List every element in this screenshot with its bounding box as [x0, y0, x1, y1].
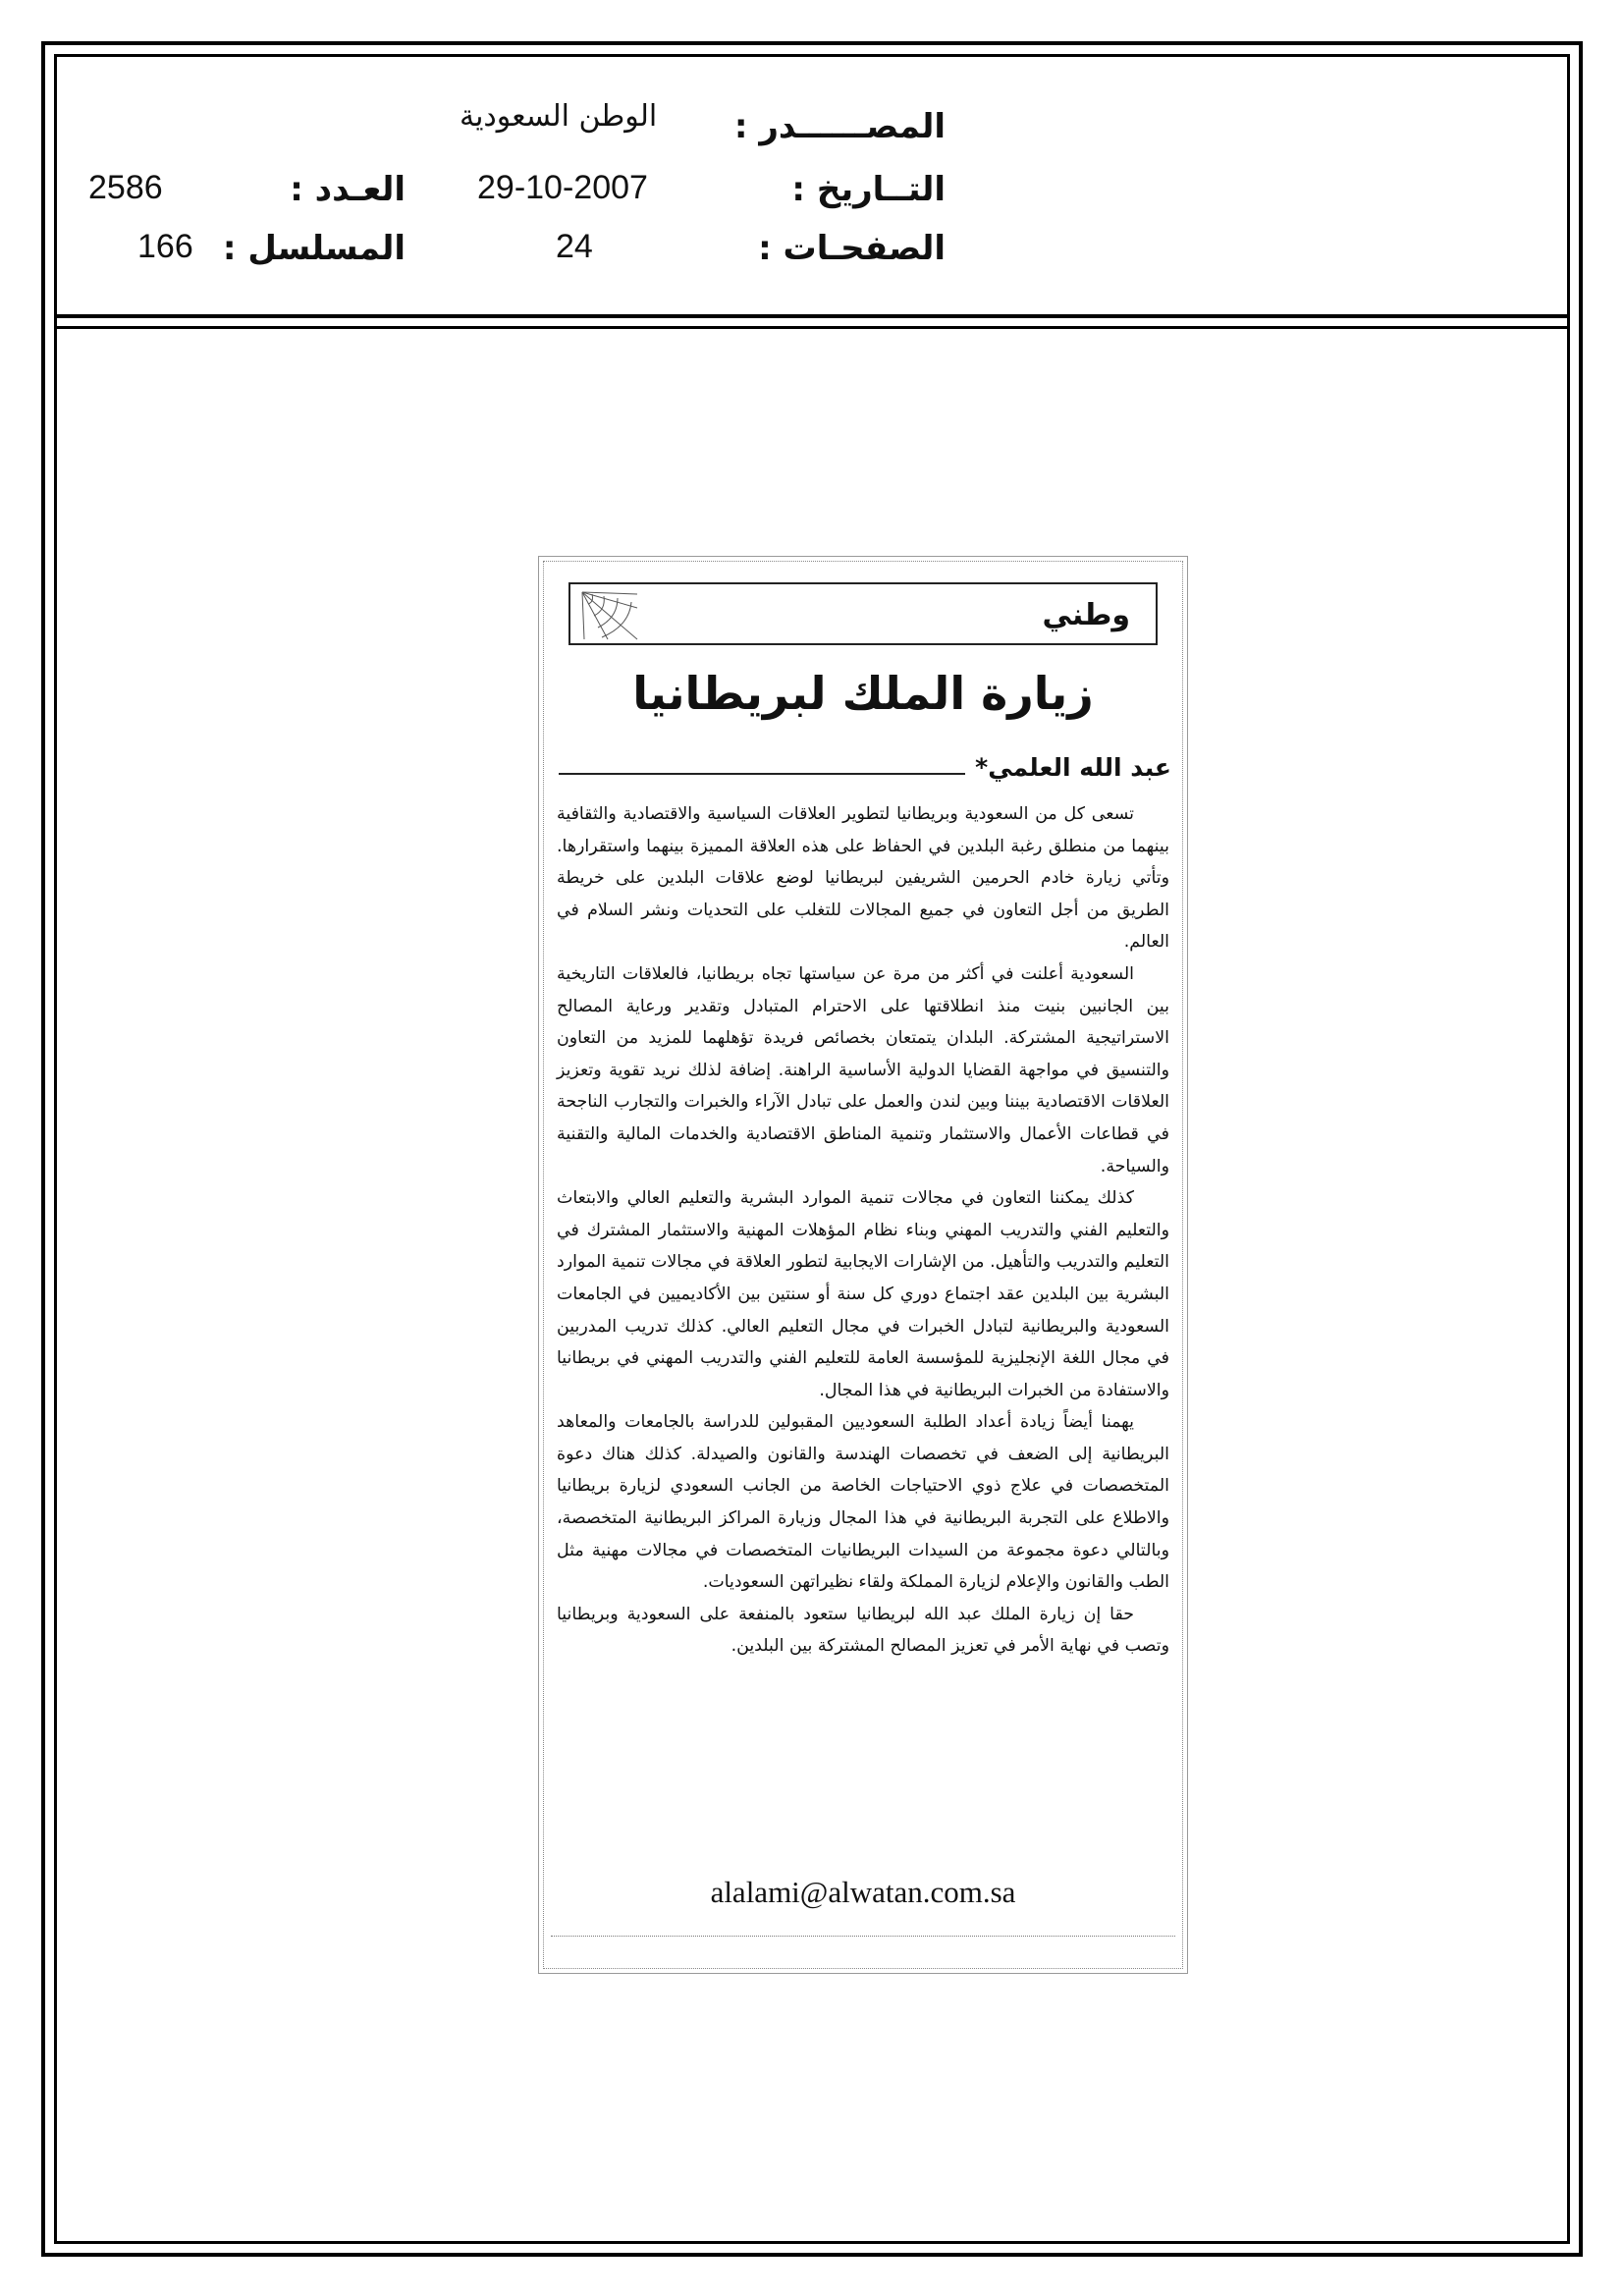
serial-label: المسلسل : — [222, 229, 406, 268]
issue-value: 2586 — [88, 169, 163, 206]
header-divider — [54, 314, 1570, 318]
paragraph-3: كذلك يمكننا التعاون في مجالات تنمية الموارد البشرية والتعليم العالي والابتعاث والتعليم الفني والتدريب المهني وبناء نظام المؤهلات المهنية والاستثمار المشترك في التعليم والتدريب والتأهيل. من الإشارات الايجابية لتطور العلاقة في مجالات تنمية الموارد البشرية بين البلدين عقد اجتماع دوري كل سنة أو سنتين بين الأكاديميين في الجامعات السعودية والبريطانية لتبادل الخبرات في مجال التعليم العالي. كذلك تدريب المدربين في مجال اللغة الإنجليزية للمؤسسة العامة للتعليم الفني والتدريب المهني في بريطانيا والاستفادة من الخبرات البريطانية في هذا المجال. — [557, 1188, 1169, 1400]
serial-value: 166 — [137, 228, 193, 265]
issue-label: العـدد : — [290, 170, 406, 209]
section-title: وطني — [1042, 598, 1130, 632]
byline-rule — [559, 773, 965, 775]
section-banner — [568, 582, 1158, 645]
pages-value: 24 — [556, 228, 593, 265]
article-body — [557, 798, 1169, 1663]
paragraph-1: تسعى كل من السعودية وبريطانيا لتطوير العلاقات السياسية والاقتصادية والثقافية بينهما من منطلق رغبة البلدين في الحفاظ على هذه العلاقة المميزة بينهما واستقرارها. وتأتي زيارة خادم الحرمين الشريفين لبريطانيا لوضع علاقات البلدين على خريطة الطريق من أجل التعاون في جميع المجالات للتغلب على التحديات ونشر السلام في العالم. — [557, 804, 1169, 953]
paragraph-4: يهمنا أيضاً زيادة أعداد الطلبة السعوديين المقبولين للدراسة بالجامعات والمعاهد البريطانية إلى الضعف في تخصصات الهندسة والقانون والصيدلة. كذلك هناك دعوة المتخصصات في علاج ذوي الاحتياجات الخاصة من الجانب السعودي لزيارة بريطانيا والاطلاع على التجربة البريطانية في هذا المجال وزيارة المراكز البريطانية المتخصصة، وبالتالي دعوة مجموعة من السيدات البريطانيات المتخصصات في مجالات مهنية مثل الطب والقانون والإعلام لزيارة المملكة ولقاء نظيراتهن السعوديات. — [557, 1412, 1169, 1593]
clipping-bottom-rule — [551, 1936, 1175, 1938]
paragraph-5: حقا إن زيارة الملك عبد الله لبريطانيا ستعود بالمنفعة على السعودية وبريطانيا وتصب في نهاية الأمر في تعزيز المصالح المشتركة بين البلدين. — [557, 1604, 1169, 1657]
author-name: عبد الله العلمي* — [975, 753, 1171, 782]
date-value: 29-10-2007 — [477, 169, 648, 206]
byline — [559, 753, 1171, 793]
web-decoration-icon — [578, 588, 641, 643]
newspaper-clipping — [538, 556, 1188, 1974]
author-email: alalami@alwatan.com.sa — [710, 1875, 1016, 1909]
source-label: المصــــــدر : — [733, 107, 946, 146]
date-label: التــاريخ : — [791, 170, 946, 209]
article-headline: زيارة الملك لبريطانيا — [632, 667, 1094, 720]
header-divider-secondary — [54, 326, 1570, 329]
paragraph-2: السعودية أعلنت في أكثر من مرة عن سياستها تجاه بريطانيا، فالعلاقات التاريخية بين الجانبين بنيت منذ انطلاقتها على الاحترام المتبادل وتقدير ورعاية المصالح الاستراتيجية المشتركة. البلدان يتمتعان بخصائص فريدة تؤهلهما للمزيد من التعاون والتنسيق في مواجهة القضايا الدولية الأساسية الراهنة. إضافة لذلك نريد تقوية وتعزيز العلاقات الاقتصادية بيننا وبين لندن والعمل على تبادل الآراء والخبرات والتجارب الناجحة في قطاعات الأعمال والاستثمار وتنمية المناطق الاقتصادية والخدمات المالية والتقنية والسياحة. — [557, 963, 1169, 1176]
pages-label: الصفحـات : — [758, 229, 946, 268]
source-value: الوطن السعودية — [460, 99, 658, 134]
